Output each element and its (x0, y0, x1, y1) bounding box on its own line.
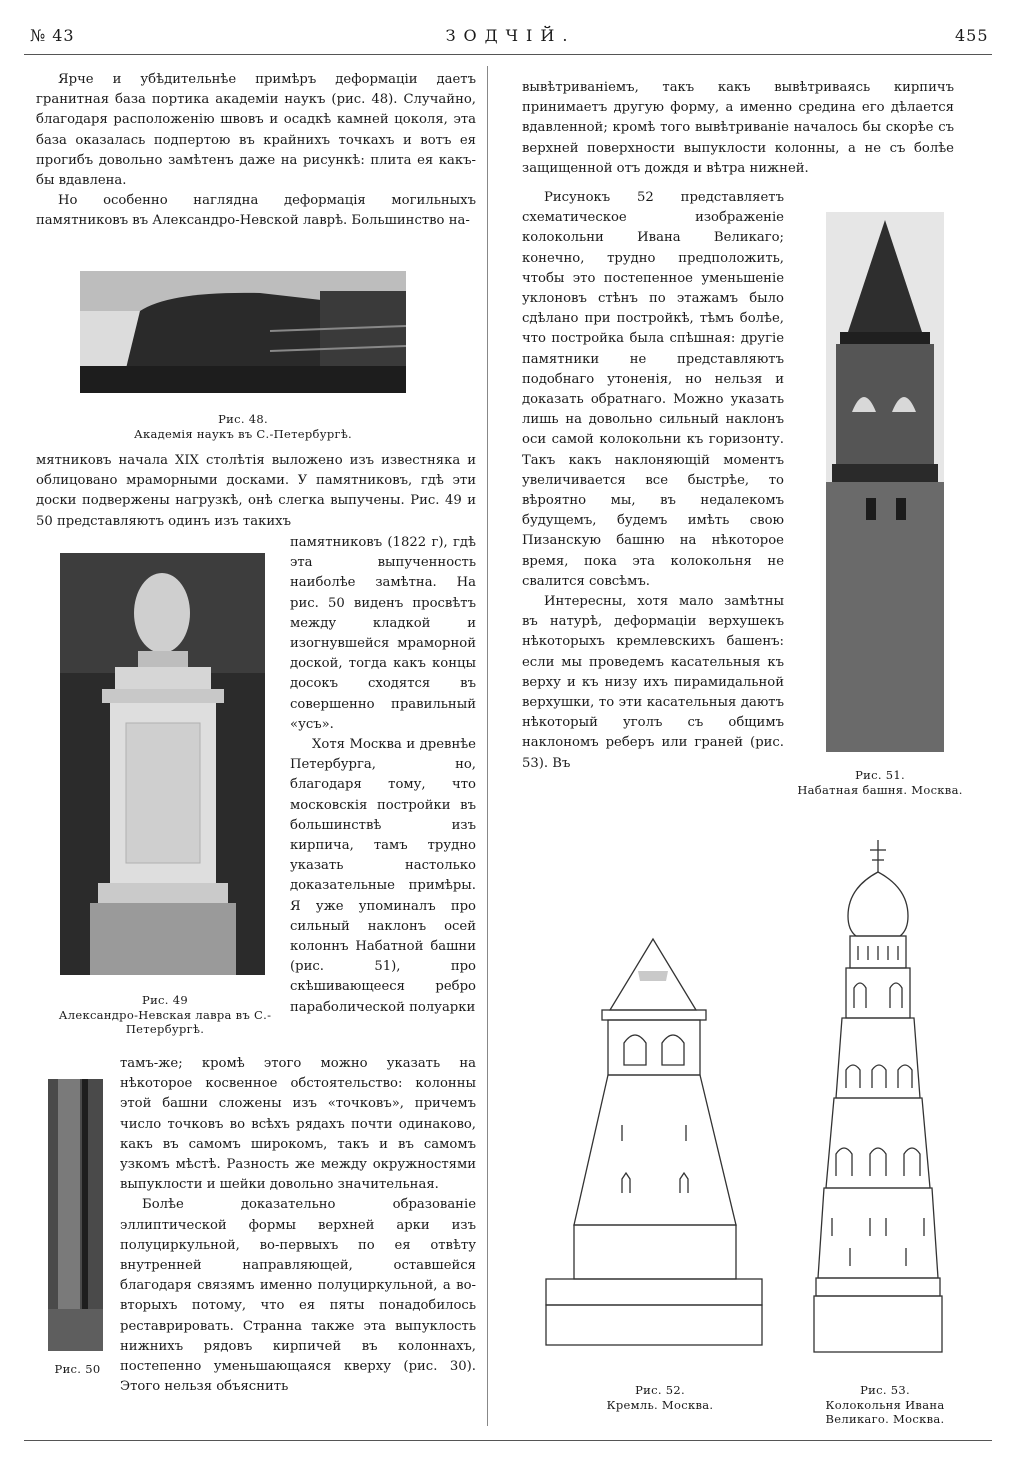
monument-image (60, 553, 265, 975)
figure-49-caption: Александро-Невская лавра въ С.-Петербургѣ. (58, 1008, 272, 1036)
monument-detail-image (48, 1079, 103, 1351)
col2-paragraph-2: Рисунокъ 52 представляетъ схематическое изображеніе колокольни Ивана Великаго; конечно, трудно предположить, чтобы это постепенное уменьшеніе уклоновъ стѣнъ по этажамъ было сдѣлано при постройкѣ, тѣмъ болѣе, что постройка была спѣшная: другіе памятники не представляютъ подобнаго утоненія, но нельзя и доказать обратнаго. Можно указать лишь на довольно сильный наклонъ оси самой колокольни къ горизонту. Такъ какъ наклоняющій моментъ увеличивается все быстрѣе, то вѣроятно мы, въ недалекомъ будущемъ, будемъ имѣть свою Пизанскую башню на нѣкоторое время, пока эта колокольня не свалится совсѣмъ. (522, 190, 784, 589)
col1-paragraph-6: тамъ-же; кромѣ этого можно указать на нѣкоторое косвенное обстоятельство: колонны этой башни сложены изъ «точковъ», причемъ число точковъ во всѣхъ рядахъ почти одинаково, какъ въ самомъ широкомъ, такъ и въ самомъ узкомъ мѣстѣ. Разность же между окружностями выпуклости и шейки довольно значительная. (120, 1056, 476, 1193)
col1-paragraph-5: Хотя Москва и древнѣе Петербурга, но, благодаря тому, что московскія постройки въ большинствѣ изъ кирпича, тамъ трудно указать настолько доказательные примѣры. Я уже упоминалъ про сильный наклонъ осей колоннъ Набатной башни (рис. 51), про скѣшивающееся ребро параболической полуарки (290, 737, 476, 1015)
col2-paragraph-1: вывѣтриваніемъ, такъ какъ вывѣтриваясь кирпичъ принимаетъ другую форму, а именно средина его дѣлается вдавленной; кромѣ того вывѣтриваніе началось бы скорѣе съ верхней поверхности выпуклости колонны, а не съ болѣе защищенной отъ дождя и вѣтра нижней. (522, 80, 954, 176)
col1-paragraph-1: Ярче и убѣдительнѣе примѣръ деформаціи даетъ гранитная база портика академіи наукъ (рис. 48). Случайно, благодаря расположенію швовъ и осадкѣ камней цоколя, эта база оказалась подпертою въ крайнихъ точкахъ и вотъ ея прогибъ довольно замѣтенъ даже на рисункѣ: плита ея какъ-бы вдавлена. (36, 72, 476, 189)
figure-50-number: Рис. 50 (54, 1362, 101, 1376)
page-number: 455 (955, 26, 989, 45)
footer-rule (24, 1440, 992, 1441)
col2-text-top (522, 78, 954, 179)
figure-53-number: Рис. 53. (860, 1383, 910, 1397)
col1-paragraph-3: мятниковъ начала XIX столѣтія выложено изъ известняка и облицовано мраморными досками. У памятниковъ, гдѣ эти доски подвержены нагрузкѣ, онѣ слегка выпучены. Рис. 49 и 50 представляютъ одинъ изъ такихъ (36, 453, 476, 529)
figure-48-caption: Академія наукъ въ С.-Петербургѣ. (133, 427, 353, 441)
header-rule (24, 54, 992, 55)
figure-52-caption: Кремль. Москва. (606, 1398, 714, 1412)
col1-text-narrow (290, 533, 476, 1018)
figure-52-drawing (540, 935, 770, 1375)
figure-51-photo (826, 212, 944, 752)
col2-text-narrow (522, 188, 784, 774)
figure-51-caption: Набатная башня. Москва. (797, 783, 963, 797)
figure-51-number: Рис. 51. (855, 768, 905, 782)
figure-49-number: Рис. 49 (142, 993, 188, 1007)
journal-title: ЗОДЧІЙ. (445, 26, 576, 45)
nabatnaya-tower-image (826, 212, 944, 752)
figure-53-caption: Колокольня Ивана Великаго. Москва. (825, 1398, 945, 1426)
issue-number: № 43 (30, 26, 75, 45)
figure-52-number: Рис. 52. (635, 1383, 685, 1397)
figure-49-photo (60, 553, 265, 975)
figure-50-photo (48, 1079, 103, 1351)
col1-paragraph-4: памятниковъ (1822 г), гдѣ эта выпученность наиболѣе замѣтна. На рис. 50 виденъ просвѣтъ между кладкой и изогнувшейся мраморной доской, тогда какъ концы досокъ сходятся въ совершенно правильный «усъ». (290, 535, 476, 732)
col2-paragraph-3: Интересны, хотя мало замѣтны въ натурѣ, деформаціи верхушекъ нѣкоторыхъ кремлевскихъ башенъ: если мы проведемъ касательныя къ верху и къ низу ихъ пирамидальной верхушки, то эти касательныя даютъ нѣкоторый уголъ съ общимъ наклономъ реберъ или граней (рис. 53). Въ (522, 594, 784, 771)
column-divider (487, 66, 488, 1426)
col1-text-mid (36, 451, 476, 532)
figure-53-drawing (812, 838, 952, 1378)
col1-paragraph-7: Болѣе доказательно образованіе эллиптической формы верхней арки изъ полуциркульной, во-первыхъ по ея отвѣту внутренней направляющей, оставшейся благодаря связямъ именно полуциркульной, а во-вторыхъ потому, что ея пяты понадобилось реставрировать. Странна также эта выпуклость нижнихъ рядовъ кирпичей въ колоннахъ, постепенно уменьшающаяся кверху (рис. 30). Этого нельзя объяснить (120, 1197, 476, 1395)
figure-48-photo (80, 271, 406, 393)
academy-base-image (80, 271, 406, 393)
col1-paragraph-2: Но особенно наглядна деформація могильныхъ памятниковъ въ Александро-Невской лаврѣ. Большинство на- (36, 193, 476, 229)
col1-text-bottom (120, 1054, 476, 1397)
figure-48-number: Рис. 48. (218, 412, 268, 426)
col1-text-top (36, 70, 476, 232)
